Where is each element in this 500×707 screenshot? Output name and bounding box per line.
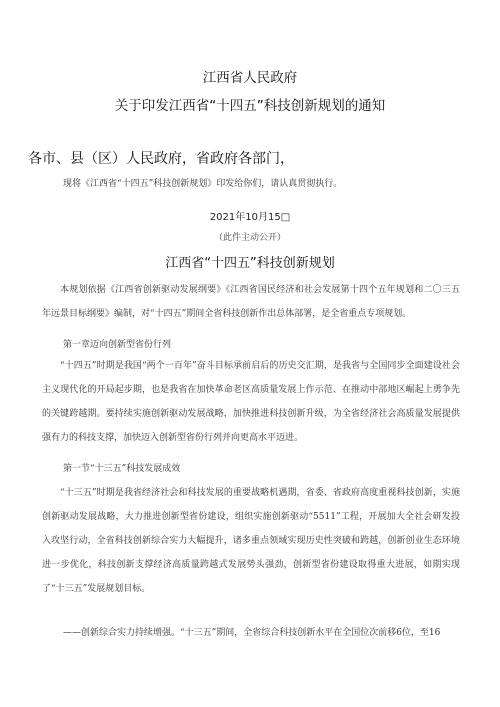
addressee: 各市、县（区）人民政府，省政府各部门， [28, 151, 294, 167]
basis-paragraph: 本规划依据《江西省创新驱动发展纲要》《江西省国民经济和社会发展第十四个五年规划和二〇三五年远景目标纲要》编制，对“十四五”期间全省科技创新作出总体部署，是全省重点专项规划。 [42, 285, 460, 319]
achievement-item-line: ——创新综合实力持续增强。“十三五”期间，全省综合科技创新水平在全国位次前移6位，至16 [63, 628, 441, 638]
achievements-paragraph: “十三五”时期是我省经济社会和科技发展的重要战略机遇期，省委、省政府高度重视科技创新，实施创新驱动发展战略，大力推进创新型省份建设，组织实施创新驱动“5511”工程，开展加大全社会研发投入攻坚行动，全省科技创新综合实力大幅提升，诸多重点领域实现历史性突破和跨越，创新创业生态环境进一步优化，科技创新支撑经济高质量跨越式发展势头强劲，创新型省份建设取得重大进展，如期实现了“十三五”发展规划目标。 [42, 488, 460, 594]
document-title-line1: 江西省人民政府 [202, 70, 298, 86]
period-paragraph: “十四五”时期是我国“两个一百年”奋斗目标承前启后的历史交汇期，是我省与全国同步全面建设社会主义现代化的开局起步期，也是我省在加快革命老区高质量发展上作示范、在推动中部地区崛起上勇争先的关键跨越期。要持续实施创新驱动发展战略，加快推进科技创新升级，为全省经济社会高质量发展提供强有力的科技支撑，加快迈入创新型省份行列并向更高水平迈进。 [42, 361, 460, 443]
section-heading: 第一节“十三五”科技发展成效 [63, 464, 181, 474]
chapter-heading: 第一章迈向创新型省份行列 [63, 340, 172, 350]
document-title-line2: 关于印发江西省“十四五”科技创新规划的通知 [114, 98, 386, 114]
publish-note: （此件主动公开） [213, 233, 286, 243]
issue-date: 2021年10月15□ [209, 212, 291, 223]
plan-title: 江西省“十四五”科技创新规划 [165, 256, 335, 271]
intro-text: 现将《江西省“十四五”科技创新规划》印发给你们，请认真贯彻执行。 [63, 179, 343, 189]
